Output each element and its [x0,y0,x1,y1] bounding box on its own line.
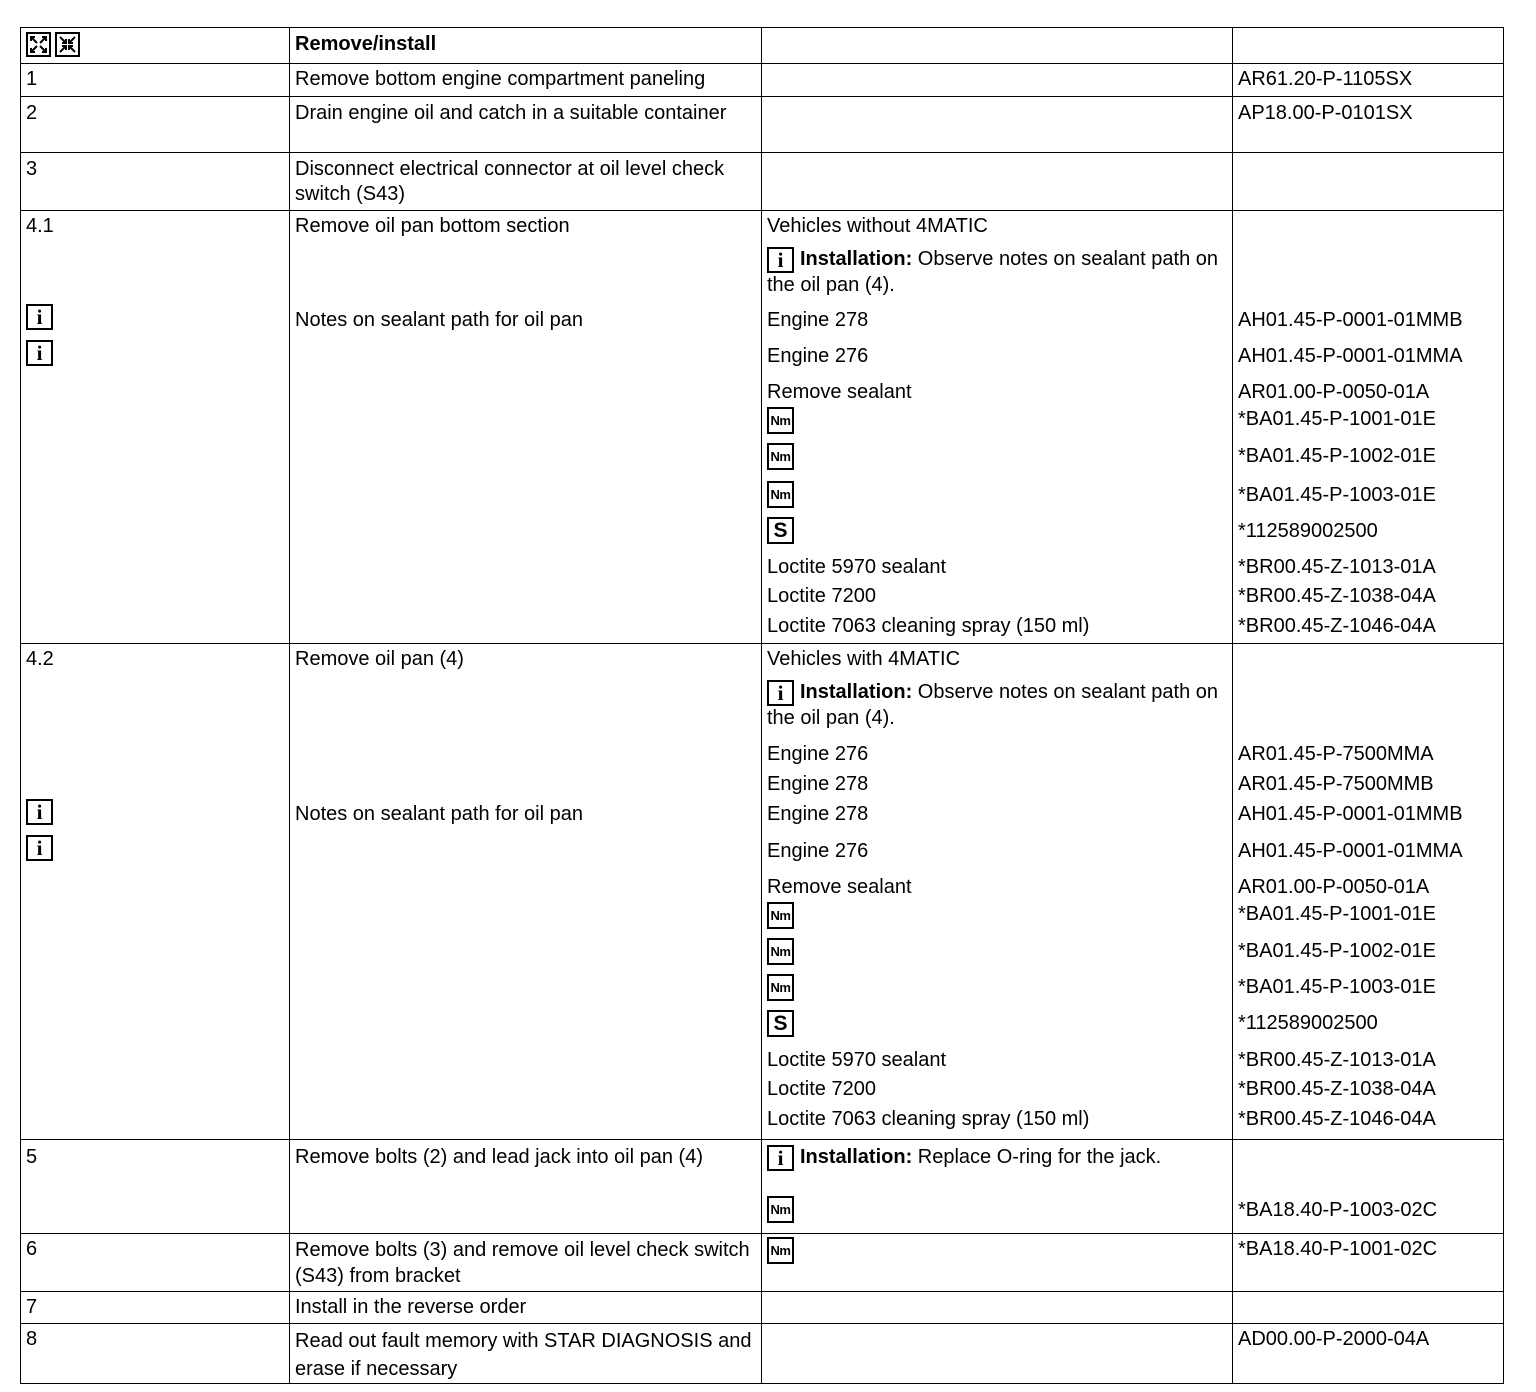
column-title: Remove/install [295,33,437,55]
table-row [21,1292,1504,1324]
table-row [21,64,1504,97]
doc-reference-link[interactable]: AR01.45-P-7500MMA [1238,743,1434,765]
info-icon[interactable]: i [26,799,53,825]
table-row [21,1140,1504,1234]
step-number: 1 [26,68,38,90]
step-action: Remove oil pan bottom section [295,215,570,237]
table-row [21,153,1504,211]
installation-note: Observe notes on sealant path on the oil pan (4). [767,681,1219,729]
doc-reference-link[interactable]: AH01.45-P-0001-01MMA [1238,345,1463,367]
expand-all-icon[interactable] [26,32,51,57]
info-icon[interactable]: i [26,340,53,366]
doc-reference-link[interactable]: AR01.00-P-0050-01A [1238,381,1430,403]
material-label: Loctite 7200 [767,585,876,607]
remove-sealant-label: Remove sealant [767,381,912,403]
engine-label: Engine 278 [767,773,869,795]
material-label: Loctite 7063 cleaning spray (150 ml) [767,1108,1090,1130]
step-number: 3 [26,158,38,180]
info-icon[interactable]: i [767,1145,794,1171]
vehicle-condition: Vehicles without 4MATIC [767,215,988,237]
engine-label: Engine 276 [767,840,869,862]
torque-icon[interactable]: Nm [767,407,794,434]
material-label: Loctite 5970 sealant [767,1049,947,1071]
torque-spec-link[interactable]: *BA18.40-P-1001-02C [1238,1238,1438,1260]
doc-reference-link[interactable]: AD00.00-P-2000-04A [1238,1328,1430,1350]
step-action: Read out fault memory with STAR DIAGNOSIS and erase if necessary [295,1330,752,1380]
step-number: 2 [26,102,38,124]
material-link[interactable]: *BR00.45-Z-1013-01A [1238,1049,1436,1071]
header-row [21,28,1504,64]
torque-icon[interactable]: Nm [767,974,794,1001]
torque-icon[interactable]: Nm [767,481,794,508]
material-link[interactable]: *BR00.45-Z-1038-04A [1238,1078,1436,1100]
torque-spec-link[interactable]: *BA01.45-P-1001-01E [1238,408,1436,430]
doc-reference-link[interactable]: AH01.45-P-0001-01MMB [1238,309,1463,331]
torque-spec-link[interactable]: *BA01.45-P-1001-01E [1238,903,1436,925]
doc-reference-link[interactable]: AH01.45-P-0001-01MMB [1238,803,1463,825]
doc-reference-link[interactable]: AR61.20-P-1105SX [1238,68,1413,90]
step-number: 7 [26,1296,38,1318]
remove-sealant-label: Remove sealant [767,876,912,898]
step-action: Remove bolts (3) and remove oil level check switch (S43) from bracket [295,1239,750,1287]
installation-label: Installation: [800,248,913,270]
table-row [21,1324,1504,1384]
engine-label: Engine 276 [767,743,869,765]
step-action: Drain engine oil and catch in a suitable container [295,102,727,124]
torque-spec-link[interactable]: *BA18.40-P-1003-02C [1238,1199,1438,1221]
step-action: Disconnect electrical connector at oil level check switch (S43) [295,158,725,205]
collapse-all-icon[interactable] [55,32,80,57]
doc-reference-link[interactable]: AP18.00-P-0101SX [1238,102,1413,124]
material-link[interactable]: *BR00.45-Z-1046-04A [1238,1108,1436,1130]
material-label: Loctite 7200 [767,1078,876,1100]
procedure-table [20,27,1504,1384]
table-row [21,1234,1504,1292]
step-action: Notes on sealant path for oil pan [295,803,583,825]
engine-label: Engine 276 [767,345,869,367]
torque-icon[interactable]: Nm [767,938,794,965]
step-action: Remove bolts (2) and lead jack into oil pan (4) [295,1146,703,1168]
torque-icon[interactable]: Nm [767,1237,794,1264]
special-tool-icon[interactable]: S [767,1010,794,1037]
step-action: Remove oil pan (4) [295,648,464,670]
table-row [21,211,1504,644]
info-icon[interactable]: i [26,835,53,861]
step-action: Install in the reverse order [295,1296,527,1318]
installation-label: Installation: [800,1146,913,1168]
table-row [21,97,1504,153]
special-tool-link[interactable]: *112589002500 [1238,1012,1378,1034]
doc-reference-link[interactable]: AR01.00-P-0050-01A [1238,876,1430,898]
material-link[interactable]: *BR00.45-Z-1046-04A [1238,615,1436,637]
special-tool-link[interactable]: *112589002500 [1238,520,1378,542]
step-number: 6 [26,1238,38,1260]
info-icon[interactable]: i [767,247,794,273]
material-label: Loctite 5970 sealant [767,556,947,578]
torque-icon[interactable]: Nm [767,1196,794,1223]
torque-spec-link[interactable]: *BA01.45-P-1003-01E [1238,484,1436,506]
engine-label: Engine 278 [767,309,869,331]
info-icon[interactable]: i [26,304,53,330]
step-number: 4.1 [26,215,54,237]
step-number: 5 [26,1146,38,1168]
special-tool-icon[interactable]: S [767,517,794,544]
doc-reference-link[interactable]: AR01.45-P-7500MMB [1238,773,1434,795]
step-action: Notes on sealant path for oil pan [295,309,583,331]
torque-icon[interactable]: Nm [767,902,794,929]
material-label: Loctite 7063 cleaning spray (150 ml) [767,615,1090,637]
torque-spec-link[interactable]: *BA01.45-P-1003-01E [1238,976,1436,998]
installation-note: Replace O-ring for the jack. [917,1146,1162,1168]
vehicle-condition: Vehicles with 4MATIC [767,648,961,670]
info-icon[interactable]: i [767,680,794,706]
material-link[interactable]: *BR00.45-Z-1038-04A [1238,585,1436,607]
installation-label: Installation: [800,681,913,703]
table-row [21,644,1504,1140]
installation-note: Observe notes on sealant path on the oil pan (4). [767,248,1219,296]
step-number: 4.2 [26,648,54,670]
engine-label: Engine 278 [767,803,869,825]
material-link[interactable]: *BR00.45-Z-1013-01A [1238,556,1436,578]
step-action: Remove bottom engine compartment paneling [295,68,706,90]
torque-spec-link[interactable]: *BA01.45-P-1002-01E [1238,940,1436,962]
doc-reference-link[interactable]: AH01.45-P-0001-01MMA [1238,840,1463,862]
torque-icon[interactable]: Nm [767,443,794,470]
torque-spec-link[interactable]: *BA01.45-P-1002-01E [1238,445,1436,467]
step-number: 8 [26,1328,38,1350]
procedure-document [20,27,1504,1384]
